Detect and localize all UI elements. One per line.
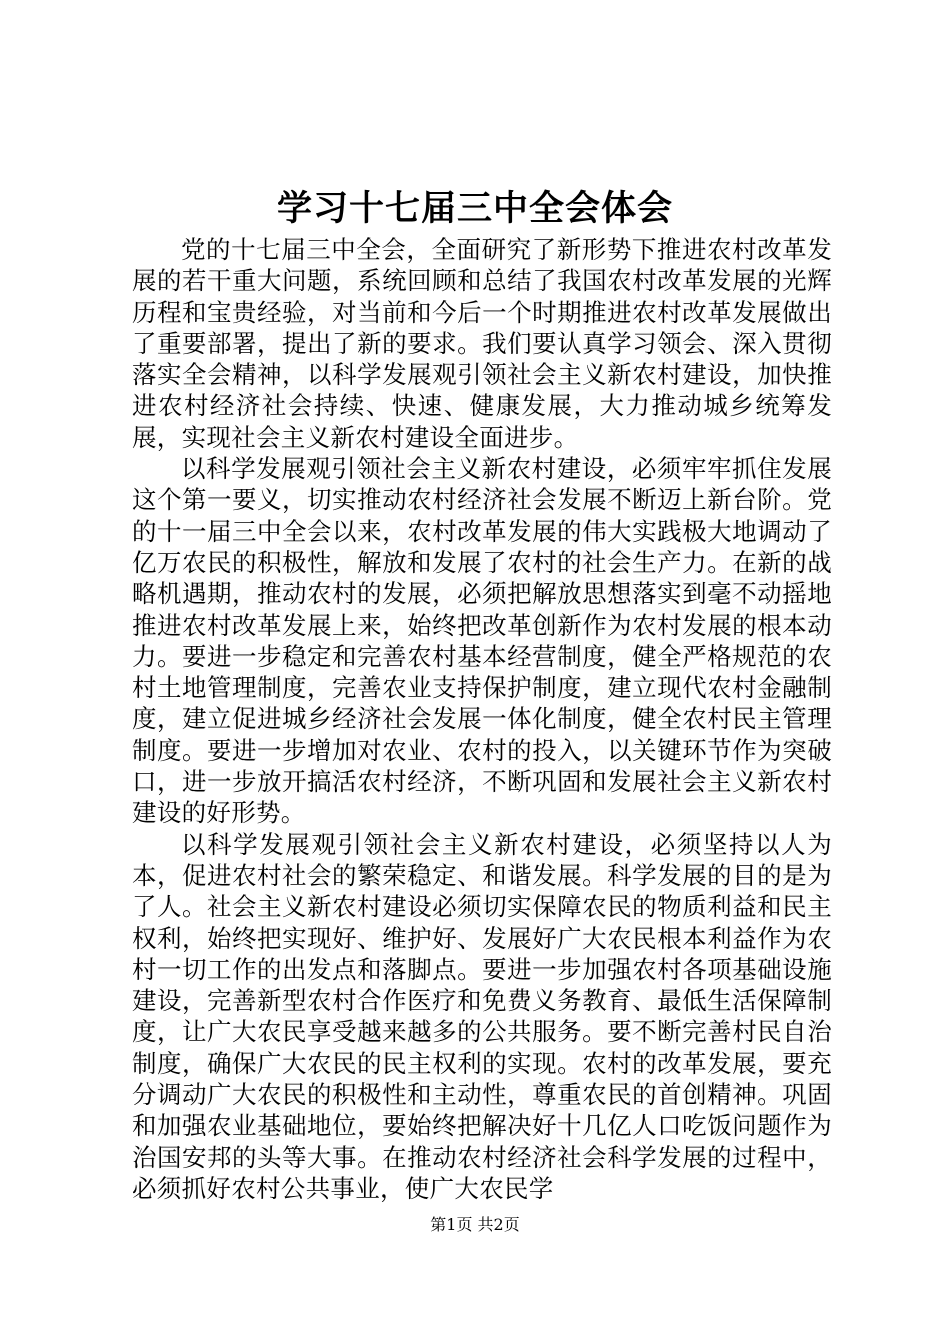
document-body (132, 234, 832, 1204)
paragraph-2: 以科学发展观引领社会主义新农村建设，必须牢牢抓住发展这个第一要义，切实推动农村经济社会发展不断迈上新台阶。党的十一届三中全会以来，农村改革发展的伟大实践极大地调动了亿万农民的积极性，解放和发展了农村的社会生产力。在新的战略机遇期，推动农村的发展，必须把解放思想落实到毫不动摇地推进农村改革发展上来，始终把改革创新作为农村发展的根本动力。要进一步稳定和完善农村基本经营制度，健全严格规范的农村土地管理制度，完善农业支持保护制度，建立现代农村金融制度，建立促进城乡经济社会发展一体化制度，健全农村民主管理制度。要进一步增加对农业、农村的投入，以关键环节作为突破口，进一步放开搞活农村经济，不断巩固和发展社会主义新农村建设的好形势。 (132, 454, 832, 828)
paragraph-3: 以科学发展观引领社会主义新农村建设，必须坚持以人为本，促进农村社会的繁荣稳定、和谐发展。科学发展的目的是为了人。社会主义新农村建设必须切实保障农民的物质利益和民主权利，始终把实现好、维护好、发展好广大农民根本利益作为农村一切工作的出发点和落脚点。要进一步加强农村各项基础设施建设，完善新型农村合作医疗和免费义务教育、最低生活保障制度，让广大农民享受越来越多的公共服务。要不断完善村民自治制度，确保广大农民的民主权利的实现。农村的改革发展，要充分调动广大农民的积极性和主动性，尊重农民的首创精神。巩固和加强农业基础地位，要始终把解决好十几亿人口吃饭问题作为治国安邦的头等大事。在推动农村经济社会科学发展的过程中，必须抓好农村公共事业，使广大农民学 (132, 829, 832, 1203)
page-footer: 第1页 共2页 (430, 1215, 520, 1234)
document-title: 学习十七届三中全会体会 (276, 189, 673, 229)
paragraph-1: 党的十七届三中全会，全面研究了新形势下推进农村改革发展的若干重大问题，系统回顾和总结了我国农村改革发展的光辉历程和宝贵经验，对当前和今后一个时期推进农村改革发展做出了重要部署，提出了新的要求。我们要认真学习领会、深入贯彻落实全会精神，以科学发展观引领社会主义新农村建设，加快推进农村经济社会持续、快速、健康发展，大力推动城乡统筹发展，实现社会主义新农村建设全面进步。 (132, 235, 832, 452)
